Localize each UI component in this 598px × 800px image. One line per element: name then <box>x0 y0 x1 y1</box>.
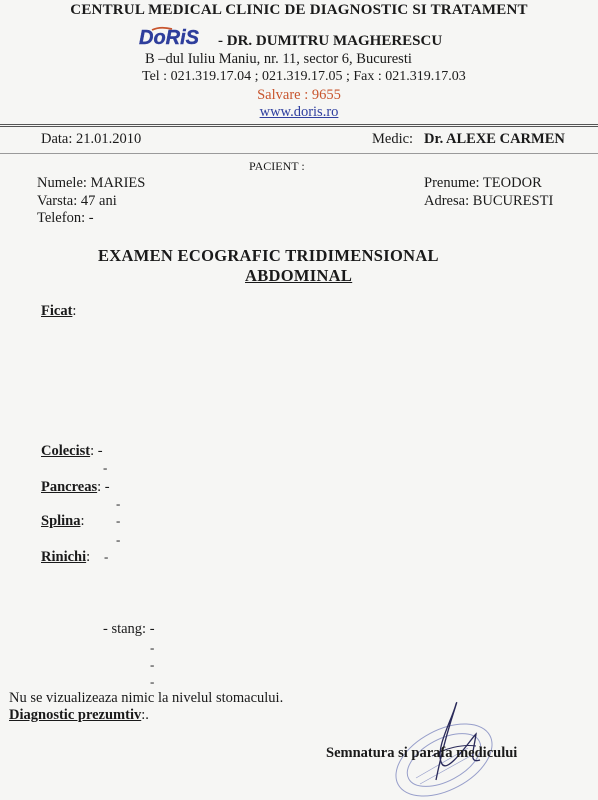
meta-divider <box>0 153 598 154</box>
stang-dash-2: - <box>150 657 155 672</box>
doris-logo <box>138 26 212 48</box>
pancreas-label: Pancreas <box>41 479 98 495</box>
pancreas-row <box>41 479 110 496</box>
medic-label: Medic: <box>372 131 414 147</box>
stang-dash-1: - <box>150 640 155 655</box>
pancreas-separator: : - <box>97 479 110 495</box>
exam-subtitle: ABDOMINAL <box>245 266 353 285</box>
patient-firstname: Prenume: TEODOR <box>424 175 542 191</box>
splina-row <box>41 513 85 530</box>
patient-phone: Telefon: - <box>37 210 94 226</box>
rinichi-row <box>41 549 90 566</box>
ficat-separator: : <box>72 303 77 319</box>
ficat-row <box>41 303 76 320</box>
patient-age: Varsta: 47 ani <box>37 193 117 209</box>
splina-dash-1: - <box>116 513 121 528</box>
rinichi-stang: - stang: - <box>103 621 155 637</box>
director-name: - DR. DUMITRU MAGHERESCU <box>218 33 443 49</box>
patient-section-label: PACIENT : <box>249 159 305 173</box>
signature-label: Semnatura si parafa medicului <box>326 745 518 761</box>
splina-dash-2: - <box>116 532 121 547</box>
clinic-phones: Tel : 021.319.17.04 ; 021.319.17.05 ; Fax : 021.319.17.03 <box>142 69 466 84</box>
splina-label: Splina <box>41 513 81 529</box>
clinic-name: CENTRUL MEDICAL CLINIC DE DIAGNOSTIC SI TRATAMENT <box>70 2 528 18</box>
svg-text:DoRiS: DoRiS <box>139 27 199 48</box>
stang-dash-3: - <box>150 674 155 689</box>
colecist-row <box>41 443 103 460</box>
patient-name: Numele: MARIES <box>37 175 146 191</box>
medic-name: Dr. ALEXE CARMEN <box>424 131 565 147</box>
splina-separator: : <box>80 513 85 529</box>
diagnostic-separator: :. <box>141 707 149 723</box>
patient-address: Adresa: BUCURESTI <box>424 193 554 209</box>
rinichi-dash: - <box>104 549 109 564</box>
salvare-number: Salvare : 9655 <box>257 87 341 103</box>
pancreas-dash: - <box>116 496 121 511</box>
colecist-separator: : - <box>90 443 103 459</box>
website-link[interactable]: www.doris.ro <box>259 104 339 120</box>
header-divider-bottom <box>0 126 598 127</box>
exam-date: Data: 21.01.2010 <box>41 131 142 147</box>
exam-title: EXAMEN ECOGRAFIC TRIDIMENSIONAL <box>98 246 439 265</box>
stomac-note: Nu se vizualizeaza nimic la nivelul stomacului. <box>9 690 284 706</box>
ficat-label: Ficat <box>41 303 73 319</box>
diagnostic-row <box>9 707 149 724</box>
rinichi-label: Rinichi <box>41 549 87 565</box>
colecist-label: Colecist <box>41 443 91 459</box>
colecist-dash: - <box>103 460 108 475</box>
clinic-address: B –dul Iuliu Maniu, nr. 11, sector 6, Bucuresti <box>145 51 412 67</box>
header-divider-top <box>0 124 598 125</box>
rinichi-separator: : <box>86 549 91 565</box>
diagnostic-label: Diagnostic prezumtiv <box>9 707 142 723</box>
